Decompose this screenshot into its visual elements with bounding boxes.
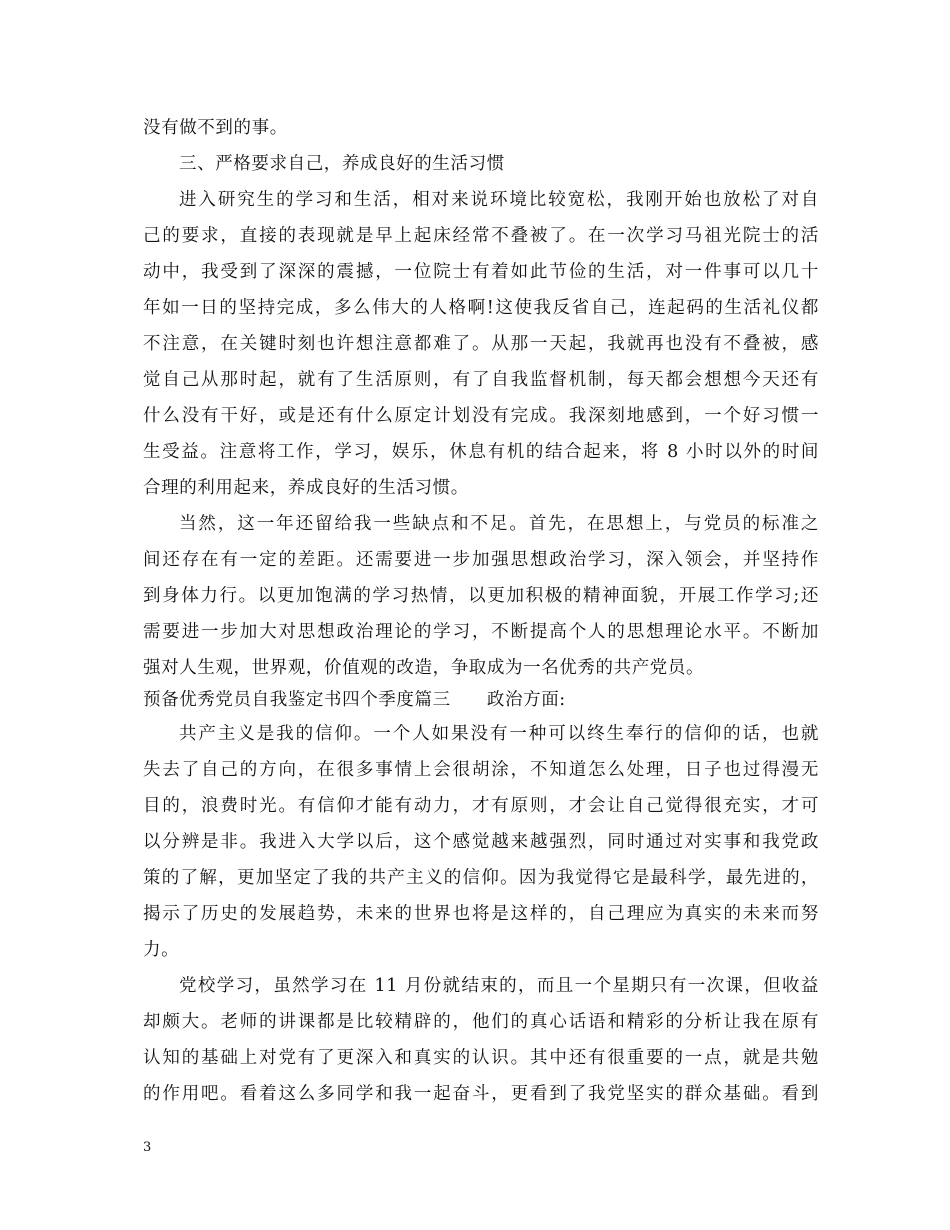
- text-line: 失去了自己的方向，在很多事情上会很胡涂，不知道怎么处理，日子也过得漫无: [143, 760, 819, 780]
- text-line: 强对人生观，世界观，价值观的改造，争取成为一名优秀的共产党员。: [143, 658, 705, 678]
- text-line: 动中，我受到了深深的震撼，一位院士有着如此节俭的生活，对一件事可以几十: [143, 262, 819, 282]
- text-line: 需要进一步加大对思想政治理论的学习，不断提高个人的思想理论水平。不断加: [143, 622, 819, 642]
- text-line: 不注意，在关键时刻也许想注意都难了。从那一天起，我就再也没有不叠被，感: [143, 334, 819, 354]
- text-line: 什么没有干好，或是还有什么原定计划没有完成。我深刻地感到，一个好习惯一: [143, 406, 819, 426]
- text-line: 认知的基础上对党有了更深入和真实的认识。其中还有很重要的一点，就是共勉: [143, 1048, 819, 1068]
- text-line: 却颇大。老师的讲课都是比较精辟的，他们的真心话语和精彩的分析让我在原有: [143, 1012, 819, 1032]
- text-line: 没有做不到的事。: [143, 118, 288, 138]
- text-line: 到身体力行。以更加饱满的学习热情，以更加积极的精神面貌，开展工作学习;还: [143, 586, 819, 606]
- text-line: 觉自己从那时起，就有了生活原则，有了自我监督机制，每天都会想想今天还有: [143, 370, 819, 390]
- text-line: 共产主义是我的信仰。一个人如果没有一种可以终生奉行的信仰的话，也就: [179, 724, 819, 744]
- text-line: 党校学习，虽然学习在 11 月份就结束的，而且一个星期只有一次课，但收益: [179, 976, 819, 996]
- text-line: 策的了解，更加坚定了我的共产主义的信仰。因为我觉得它是最科学，最先进的，: [143, 868, 819, 888]
- text-line: 间还存在有一定的差距。还需要进一步加强思想政治学习，深入领会，并坚持作: [143, 550, 819, 570]
- text-line: 揭示了历史的发展趋势，未来的世界也将是这样的，自己理应为真实的未来而努: [143, 904, 819, 924]
- section-heading: 三、严格要求自己，养成良好的生活习惯: [179, 154, 505, 174]
- text-line: 力。: [143, 940, 180, 960]
- text-line: 目的，浪费时光。有信仰才能有动力，才有原则，才会让自己觉得很充实，才可: [143, 796, 819, 816]
- text-line: 当然，这一年还留给我一些缺点和不足。首先，在思想上，与党员的标准之: [179, 514, 819, 534]
- text-line: 生受益。注意将工作，学习，娱乐，休息有机的结合起来，将 8 小时以外的时间: [143, 442, 819, 462]
- text-line: 以分辨是非。我进入大学以后，这个感觉越来越强烈，同时通过对实事和我党政: [143, 832, 819, 852]
- section-title: 预备优秀党员自我鉴定书四个季度篇三 政治方面:: [143, 690, 566, 710]
- page-number: 3: [143, 1140, 152, 1155]
- text-line: 的作用吧。看着这么多同学和我一起奋斗，更看到了我党坚实的群众基础。看到: [143, 1084, 819, 1104]
- text-line: 合理的利用起来，养成良好的生活习惯。: [143, 478, 469, 498]
- text-line: 进入研究生的学习和生活，相对来说环境比较宽松，我刚开始也放松了对自: [179, 190, 819, 210]
- text-line: 年如一日的坚持完成，多么伟大的人格啊!这使我反省自己，连起码的生活礼仪都: [143, 298, 819, 318]
- text-line: 己的要求，直接的表现就是早上起床经常不叠被了。在一次学习马祖光院士的活: [143, 226, 819, 246]
